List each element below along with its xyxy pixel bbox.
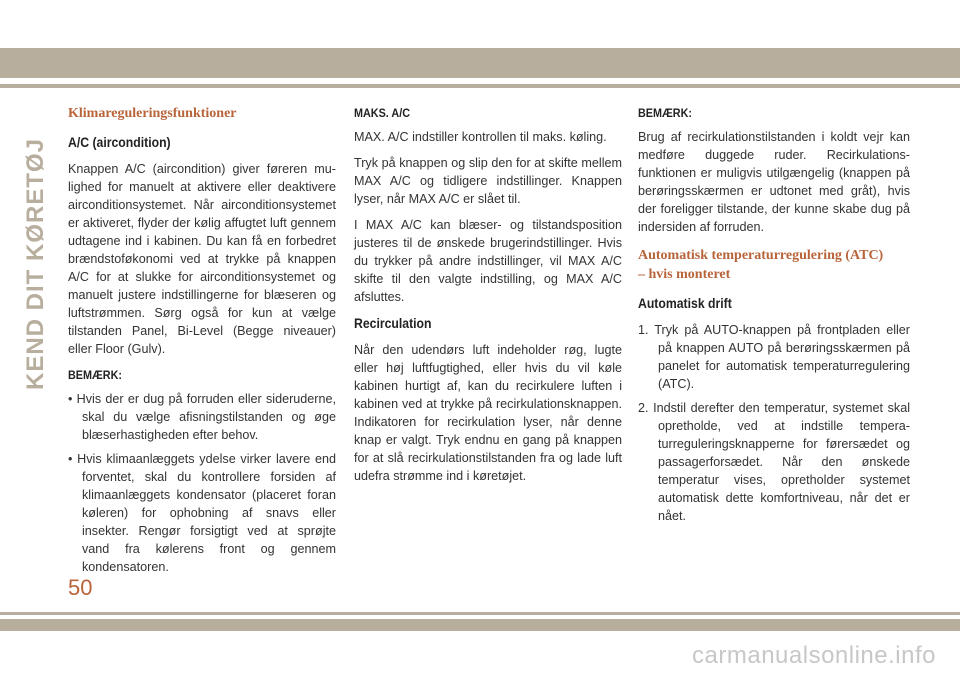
section-title-climate: Klimareguleringsfunktioner [68,106,237,121]
bullet-item: • Hvis der er dug på forruden eller sideruderne, skal du vælge afisningstilstanden og øge blæserhastigheden efter behov. [68,392,336,442]
watermark: carmanualsonline.info [692,642,936,669]
paragraph-max-1: MAX. A/C indstiller kontrollen til maks. køling. [354,130,607,144]
bullet-item: • Hvis klimaanlæggets ydelse virker lavere end forventet, skal du kontrollere forsiden af klimaanlæggets kondensator (placeret foran køleren) for ophobning af snavs eller insekter. Rengør forsigtigt ved at sprøjte vand fra kølerens front og gennem kondensatoren. [68,452,336,574]
column-2 [354,104,622,493]
header-rule-thin [0,84,960,88]
paragraph-max-3: I MAX A/C kan blæser- og tilstandsposition justeres til de ønskede brugerindstillinger. Hvis du trykker på andre indstillinger, vil MAX A/C skifte til den valgte indstilling, og MAX A/C afsluttes. [354,218,622,304]
side-title-text: KEND DIT KØRETØJ [22,137,49,390]
column-1 [68,104,336,582]
numbered-step: 1. Tryk på AUTO-knappen på frontpladen eller på knappen AUTO på berøringsskærmen på panelet for automatisk temperaturregulering (ATC). [638,323,910,391]
paragraph-note: Brug af recirkulationstilstanden i koldt vejr kan medføre duggede ruder. Recirkulationsfunktionen er muligvis utilgængelig (knappen på berøringsskærmen er udtonet med gråt), hvis der foreligger tilstande, der kunne skabe dug på indersiden af forruden. [638,130,910,234]
section-title-atc-sub: – hvis monteret [638,267,731,282]
heading-auto-operation: Automatisk drift [638,296,732,311]
note-label: BEMÆRK: [68,368,122,382]
paragraph-recirculation: Når den udendørs luft indeholder røg, lugte eller høj luftfugtighed, eller hvis du vil køle kabinen hurtigt af, kan du recirkulere luften i kabinen ved at trykke på recirkulationsknappen. Indikatoren for recirkulation lyser, når denne knap er valgt. Tryk endnu en gang på knappen for at slå recirkulationstilstanden fra og lade luft udefra strømme ind i køretøjet. [354,343,622,483]
subtitle-ac: A/C (aircondition) [68,135,171,150]
heading-recirculation: Recirculation [354,316,432,331]
numbered-step: 2. Indstil derefter den temperatur, systemet skal opretholde, ved at indstille temperaturreguleringsknapperne for førersædet og passagerforsædet. Når den ønskede temperatur vises, opretholder systemet automatisk dette komfortniveau, når det er nået. [638,401,910,523]
header-rule-thick [0,48,960,78]
paragraph-ac: Knappen A/C (aircondition) giver føreren mulighed for manuelt at aktivere eller deaktivere airconditionsystemet. Når airconditionsystemet er aktiveret, flyder der kølig affugtet luft gennem udtagene ind i kabinen. Du kan få en forbedret brændstoføkonomi ved at trykke på knappen A/C for at slukke for airconditionsystemet og manuelt justere indstillingerne for blæseren og luftstrømmen. Sørg også for kun at vælge tilstanden Panel, Bi-Level (Begge niveauer) eller Floor (Gulv). [68,162,336,356]
footer-rule-thin [0,612,960,615]
page-number: 50 [68,575,93,600]
top-band [0,0,960,48]
heading-max-ac: MAKS. A/C [354,106,411,120]
column-3 [638,104,910,531]
footer-rule-thick [0,619,960,631]
paragraph-max-2: Tryk på knappen og slip den for at skifte mellem MAX A/C og tidligere indstillinger. Knappen lyser, når MAX A/C er slået til. [354,156,622,206]
section-title-atc: Automatisk temperaturregulering (ATC) [638,248,884,263]
note-label: BEMÆRK: [638,106,692,120]
